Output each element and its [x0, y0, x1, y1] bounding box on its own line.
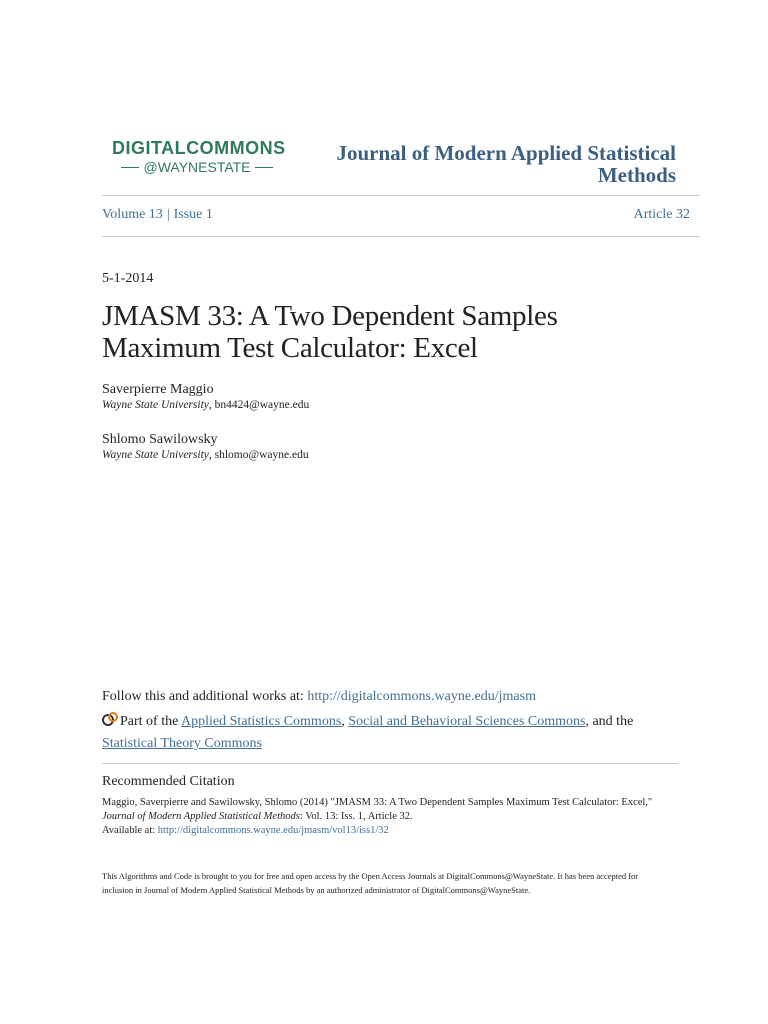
available-label: Available at: — [102, 825, 158, 836]
article-title-line1: JMASM 33: A Two Dependent Samples — [102, 300, 558, 332]
author-affiliation — [102, 448, 602, 463]
author-name: Shlomo Sawilowsky — [102, 432, 218, 447]
citation-line1: Maggio, Saverpierre and Sawilowsky, Shlomo (2014) "JMASM 33: A Two Dependent Samples Maximum Test Calculator: Excel," — [102, 797, 653, 808]
journal-title-line2: Methods — [597, 163, 676, 187]
part-of-prefix: Part of the — [120, 714, 182, 729]
citation-journal: Journal of Modern Applied Statistical Methods — [102, 811, 300, 822]
logo-bottom-row — [112, 158, 282, 176]
part-of-and-the: , and the — [585, 714, 634, 729]
part-of-block — [102, 711, 682, 754]
issue-bar — [102, 207, 690, 223]
logo-top-text: DIGITALCOMMONS — [112, 138, 286, 158]
article-title — [102, 300, 662, 364]
article-link[interactable]: Article 32 — [633, 207, 690, 222]
statistical-theory-commons-link[interactable]: Statistical Theory Commons — [102, 736, 262, 751]
author-name: Saverpierre Maggio — [102, 382, 214, 397]
citation-text — [102, 796, 692, 838]
part-of-comma: , — [341, 714, 349, 729]
volume-issue — [102, 207, 213, 223]
header-rule-bottom — [102, 236, 700, 237]
author-block-2 — [102, 431, 602, 463]
logo-bottom-text: @WAYNESTATE — [143, 159, 251, 175]
follow-line — [102, 689, 536, 705]
author-university: Wayne State University — [102, 399, 209, 411]
publication-date: 5-1-2014 — [102, 271, 154, 286]
volume-separator: | — [166, 207, 170, 222]
journal-title[interactable] — [316, 142, 676, 186]
logo-rule-left — [121, 167, 139, 168]
issue-link[interactable]: Issue 1 — [173, 207, 213, 222]
author-affiliation — [102, 398, 602, 413]
citation-line3 — [102, 824, 692, 838]
header-rule-top — [102, 195, 700, 196]
citation-line2 — [102, 810, 692, 824]
digitalcommons-logo[interactable] — [112, 138, 286, 176]
author-block-1 — [102, 381, 602, 413]
author-university: Wayne State University — [102, 449, 209, 461]
follow-url-link[interactable]: http://digitalcommons.wayne.edu/jmasm — [307, 689, 536, 704]
author-email: , shlomo@wayne.edu — [208, 449, 309, 461]
applied-statistics-commons-link[interactable]: Applied Statistics Commons — [181, 714, 342, 729]
volume-link[interactable]: Volume 13 — [102, 207, 163, 222]
open-access-icon — [102, 711, 118, 734]
available-url-link[interactable]: http://digitalcommons.wayne.edu/jmasm/vol13/iss1/32 — [157, 825, 389, 836]
recommended-citation-heading: Recommended Citation — [102, 774, 235, 789]
journal-title-line1: Journal of Modern Applied Statistical — [336, 141, 676, 165]
logo-rule-right — [255, 167, 273, 168]
access-footnote: This Algorithms and Code is brought to you for free and open access by the Open Access Journals at DigitalCommons@WayneState. It has been accepted for inclusion in Journal of Modern Applied Statistical Methods by an authorized administrator of DigitalCommons@WayneState. — [102, 871, 639, 895]
follow-label: Follow this and additional works at: — [102, 689, 308, 704]
article-title-line2: Maximum Test Calculator: Excel — [102, 332, 478, 364]
citation-details: : Vol. 13: Iss. 1, Article 32. — [299, 811, 413, 822]
social-behavioral-sciences-commons-link[interactable]: Social and Behavioral Sciences Commons — [348, 714, 586, 729]
citation-rule — [102, 763, 678, 764]
author-email: , bn4424@wayne.edu — [208, 399, 310, 411]
